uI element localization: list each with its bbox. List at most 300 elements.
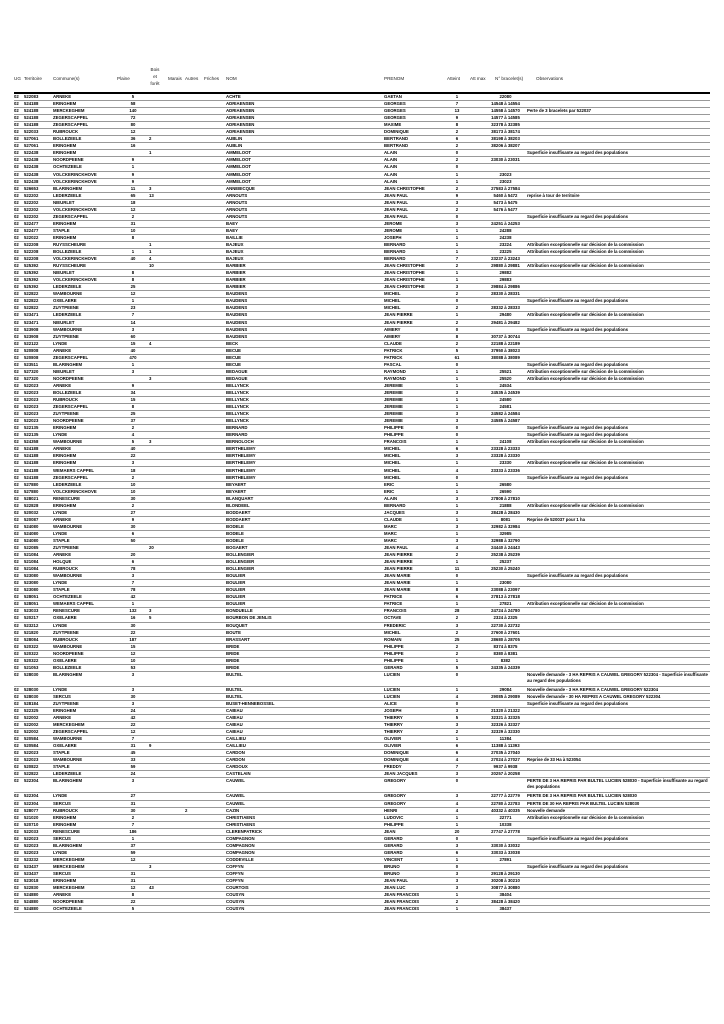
cell-marais [168, 906, 185, 913]
cell-marais [168, 552, 185, 559]
cell-marais [168, 234, 185, 241]
cell-atteint: 3 [448, 870, 466, 877]
cell-prenom: MICHEL [384, 460, 448, 467]
cell-attmax [466, 516, 484, 523]
cell-bois [149, 842, 168, 849]
cell-territoire: 526653 [24, 185, 53, 192]
cell-bois [149, 108, 168, 115]
cell-autres [185, 722, 204, 729]
cell-atteint: 2 [448, 615, 466, 622]
cell-friches [204, 220, 226, 227]
cell-nom: BAJEUX [226, 249, 384, 256]
cell-prenom: GREGORY [384, 793, 448, 800]
cell-plaine: 8 [117, 270, 149, 277]
cell-attmax [466, 122, 484, 129]
cell-bois [149, 573, 168, 580]
cell-plaine: 9 [117, 157, 149, 164]
cell-commune: ARNEKE [53, 382, 117, 389]
cell-autres [185, 481, 204, 488]
cell-atteint: 1 [448, 270, 466, 277]
cell-bracelets: 22080 [484, 94, 527, 101]
cell-friches [204, 453, 226, 460]
cell-autres [185, 842, 204, 849]
cell-nom: ADRIAENSEN [226, 122, 384, 129]
cell-autres [185, 136, 204, 143]
cell-autres [185, 115, 204, 122]
cell-territoire: 522304 [24, 793, 53, 800]
cell-marais [168, 291, 185, 298]
cell-friches [204, 368, 226, 375]
cell-attmax [466, 171, 484, 178]
cell-friches [204, 545, 226, 552]
cell-observations [527, 636, 710, 643]
cell-bracelets: 14548 à 14554 [484, 101, 527, 108]
cell-ug: 02 [14, 566, 24, 573]
cell-prenom: CLAUDE [384, 340, 448, 347]
cell-attmax [466, 432, 484, 439]
cell-prenom: DOMINIQUE [384, 750, 448, 757]
cell-territoire: 522023 [24, 835, 53, 842]
cell-nom: BODELE [226, 523, 384, 530]
header-prenom: PRENOM [384, 76, 405, 81]
cell-territoire: 523437 [24, 863, 53, 870]
cell-marais [168, 516, 185, 523]
cell-atteint: 3 [448, 771, 466, 778]
cell-commune: ERINGHEM [53, 878, 117, 885]
cell-observations [527, 382, 710, 389]
table-row [14, 849, 710, 856]
cell-autres [185, 220, 204, 227]
cell-ug: 02 [14, 537, 24, 544]
spreadsheet-page [14, 60, 710, 913]
cell-observations [527, 906, 710, 913]
cell-commune: OXELAERE [53, 743, 117, 750]
cell-attmax [466, 671, 484, 686]
cell-observations [527, 164, 710, 171]
cell-observations [527, 389, 710, 396]
cell-marais [168, 870, 185, 877]
cell-bois [149, 906, 168, 913]
cell-friches [204, 164, 226, 171]
cell-territoire: 523080 [24, 580, 53, 587]
cell-atteint: 2 [448, 291, 466, 298]
cell-attmax [466, 375, 484, 382]
cell-ug: 02 [14, 361, 24, 368]
cell-atteint: 6 [448, 743, 466, 750]
cell-atteint: 2 [448, 129, 466, 136]
cell-commune: ERINGHEM [53, 502, 117, 509]
cell-atteint: 5 [448, 715, 466, 722]
cell-attmax [466, 136, 484, 143]
cell-friches [204, 263, 226, 270]
cell-ug: 02 [14, 814, 24, 821]
cell-atteint: 1 [448, 439, 466, 446]
cell-friches [204, 552, 226, 559]
cell-attmax [466, 206, 484, 213]
cell-atteint: 3 [448, 453, 466, 460]
cell-prenom: JEROME [384, 220, 448, 227]
cell-nom: BUSET-HENNEBOSSEL [226, 700, 384, 707]
cell-observations [527, 171, 710, 178]
cell-marais [168, 686, 185, 693]
cell-plaine: 31 [117, 743, 149, 750]
cell-atteint: 0 [448, 150, 466, 157]
cell-nom: BARBIER [226, 270, 384, 277]
table-row [14, 382, 710, 389]
cell-friches [204, 594, 226, 601]
table-row [14, 793, 710, 800]
cell-attmax [466, 686, 484, 693]
table-row [14, 580, 710, 587]
cell-commune: BOLLEZEELE [53, 389, 117, 396]
cell-friches [204, 870, 226, 877]
cell-bois [149, 277, 168, 284]
table-row [14, 467, 710, 474]
cell-nom: CABIAU [226, 707, 384, 714]
cell-ug: 02 [14, 354, 24, 361]
cell-bois [149, 537, 168, 544]
cell-territoire: 528051 [24, 601, 53, 608]
cell-territoire: 528184 [24, 700, 53, 707]
cell-bois [149, 793, 168, 800]
cell-prenom: MAXIME [384, 122, 448, 129]
cell-attmax [466, 771, 484, 778]
cell-autres [185, 411, 204, 418]
cell-bracelets: 27600 à 27601 [484, 629, 527, 636]
cell-prenom: JEAN MARIE [384, 573, 448, 580]
cell-prenom: JEAN CHRISTOPHE [384, 277, 448, 284]
cell-marais [168, 185, 185, 192]
cell-nom: CLERENPATRICK [226, 828, 384, 835]
cell-territoire: 522828 [24, 502, 53, 509]
cell-nom: CAILLIEU [226, 743, 384, 750]
cell-marais [168, 764, 185, 771]
cell-nom: COMPAGNON [226, 849, 384, 856]
cell-bois [149, 807, 168, 814]
cell-marais [168, 559, 185, 566]
table-row [14, 608, 710, 615]
cell-marais [168, 523, 185, 530]
cell-attmax [466, 615, 484, 622]
cell-marais [168, 736, 185, 743]
cell-bois [149, 199, 168, 206]
cell-marais [168, 899, 185, 906]
cell-territoire: 522438 [24, 178, 53, 185]
cell-autres [185, 743, 204, 750]
cell-prenom: ALAIN [384, 157, 448, 164]
table-row [14, 537, 710, 544]
cell-atteint: 20 [448, 828, 466, 835]
cell-marais [168, 757, 185, 764]
cell-atteint: 0 [448, 474, 466, 481]
cell-plaine: 1 [117, 601, 149, 608]
cell-atteint: 3 [448, 707, 466, 714]
table-row [14, 481, 710, 488]
cell-bois [149, 878, 168, 885]
cell-ug: 02 [14, 185, 24, 192]
cell-bois [149, 686, 168, 693]
cell-bois [149, 333, 168, 340]
cell-ug: 02 [14, 192, 24, 199]
cell-commune: BOLLEZEELE [53, 249, 117, 256]
cell-plaine: 30 [117, 495, 149, 502]
cell-territoire: 524080 [24, 537, 53, 544]
cell-territoire: 523080 [24, 573, 53, 580]
cell-territoire: 520822 [24, 764, 53, 771]
cell-observations [527, 587, 710, 594]
cell-nom: BODELE [226, 537, 384, 544]
cell-prenom: ALAIN [384, 178, 448, 185]
cell-prenom: PHILIPPE [384, 821, 448, 828]
cell-marais [168, 361, 185, 368]
cell-friches [204, 291, 226, 298]
cell-attmax [466, 319, 484, 326]
cell-commune: WAMBOURNE [53, 757, 117, 764]
cell-plaine: 40 [117, 446, 149, 453]
cell-atteint: 5 [448, 664, 466, 671]
cell-ug: 02 [14, 906, 24, 913]
cell-ug: 02 [14, 481, 24, 488]
cell-bois [149, 354, 168, 361]
cell-ug: 02 [14, 707, 24, 714]
cell-ug: 02 [14, 821, 24, 828]
cell-marais [168, 192, 185, 199]
cell-bracelets: 8081 [484, 516, 527, 523]
cell-atteint: 0 [448, 213, 466, 220]
cell-observations: Perte de 3 bracelets par 522037 [527, 108, 710, 115]
cell-attmax [466, 601, 484, 608]
cell-observations: Attribution exceptionnelle sur décision de la commission [527, 460, 710, 467]
cell-plaine: 25 [117, 411, 149, 418]
cell-attmax [466, 580, 484, 587]
cell-commune: ERINGHEM [53, 821, 117, 828]
cell-bois [149, 715, 168, 722]
cell-ug: 02 [14, 573, 24, 580]
cell-observations [527, 878, 710, 885]
table-row [14, 227, 710, 234]
cell-ug: 02 [14, 199, 24, 206]
cell-bracelets: 25238 à 25239 [484, 552, 527, 559]
cell-plaine: 1 [117, 249, 149, 256]
cell-nom: BRASSART [226, 636, 384, 643]
cell-bois [149, 291, 168, 298]
cell-autres [185, 150, 204, 157]
cell-attmax [466, 157, 484, 164]
table-row [14, 213, 710, 220]
cell-bracelets: 2324 à 2325 [484, 615, 527, 622]
cell-attmax [466, 178, 484, 185]
table-row [14, 270, 710, 277]
cell-plaine: 470 [117, 354, 149, 361]
cell-prenom: MARC [384, 530, 448, 537]
cell-atteint: 1 [448, 178, 466, 185]
cell-ug: 02 [14, 856, 24, 863]
cell-atteint: 0 [448, 326, 466, 333]
cell-bracelets: 38404 [484, 892, 527, 899]
cell-prenom: PHILIPPE [384, 432, 448, 439]
header-observations: Observations [536, 76, 564, 81]
cell-prenom: JEREMIE [384, 389, 448, 396]
cell-friches [204, 764, 226, 771]
cell-bois [149, 622, 168, 629]
cell-attmax [466, 643, 484, 650]
cell-ug: 02 [14, 849, 24, 856]
cell-territoire: 522325 [24, 707, 53, 714]
cell-commune: BOLLEZEELE [53, 664, 117, 671]
cell-ug: 02 [14, 863, 24, 870]
table-row [14, 671, 710, 686]
cell-observations [527, 199, 710, 206]
cell-ug: 02 [14, 101, 24, 108]
cell-attmax [466, 389, 484, 396]
cell-atteint: 1 [448, 906, 466, 913]
cell-observations [527, 446, 710, 453]
cell-territoire: 524880 [24, 899, 53, 906]
cell-commune: ZEGERSCAPPEL [53, 213, 117, 220]
cell-observations [527, 552, 710, 559]
cell-observations [527, 657, 710, 664]
cell-friches [204, 771, 226, 778]
cell-observations [527, 559, 710, 566]
cell-plaine: 11 [117, 185, 149, 192]
cell-friches [204, 305, 226, 312]
cell-observations: Nouvelle demande [527, 807, 710, 814]
cell-observations [527, 122, 710, 129]
cell-autres [185, 291, 204, 298]
cell-bracelets: 29880 à 29881 [484, 263, 527, 270]
cell-autres [185, 664, 204, 671]
cell-territoire: 521084 [24, 566, 53, 573]
cell-bracelets: 23328 à 23333 [484, 446, 527, 453]
cell-nom: BAEY [226, 227, 384, 234]
cell-ug: 02 [14, 750, 24, 757]
cell-friches [204, 136, 226, 143]
cell-plaine: 2 [117, 474, 149, 481]
cell-bois [149, 509, 168, 516]
cell-ug: 02 [14, 899, 24, 906]
cell-bracelets: 23023 [484, 178, 527, 185]
cell-attmax [466, 764, 484, 771]
cell-prenom: BERNARD [384, 249, 448, 256]
table-row [14, 878, 710, 885]
cell-ug: 02 [14, 220, 24, 227]
cell-autres [185, 700, 204, 707]
cell-friches [204, 899, 226, 906]
cell-prenom: ERIC [384, 481, 448, 488]
cell-bracelets: 5476 à 5477 [484, 206, 527, 213]
cell-plaine [117, 375, 149, 382]
cell-bracelets: 24440 à 24443 [484, 545, 527, 552]
cell-autres [185, 284, 204, 291]
cell-prenom: LUCIEN [384, 693, 448, 700]
cell-commune: OXELAERE [53, 657, 117, 664]
cell-plaine: 12 [117, 856, 149, 863]
cell-commune: RENESCURE [53, 828, 117, 835]
cell-commune: VOLCKERINCKHOVE [53, 277, 117, 284]
cell-bois: 4 [149, 340, 168, 347]
cell-prenom: JEAN PIERRE [384, 312, 448, 319]
cell-prenom: RAYMOND [384, 368, 448, 375]
cell-plaine: 9 [117, 516, 149, 523]
cell-plaine [117, 263, 149, 270]
cell-commune: VOLCKERINCKHOVE [53, 488, 117, 495]
cell-plaine: 22 [117, 453, 149, 460]
cell-observations [527, 885, 710, 892]
cell-friches [204, 664, 226, 671]
cell-bracelets [484, 432, 527, 439]
cell-plaine: 2 [117, 213, 149, 220]
cell-territoire: 524080 [24, 530, 53, 537]
cell-commune: ARNEKE [53, 446, 117, 453]
cell-commune: WAMBOURNE [53, 291, 117, 298]
cell-prenom: BERNARD [384, 256, 448, 263]
table-row [14, 821, 710, 828]
cell-attmax [466, 249, 484, 256]
cell-territoire: 522023 [24, 382, 53, 389]
table-row [14, 700, 710, 707]
cell-commune: ERINGHEM [53, 220, 117, 227]
cell-plaine: 3 [117, 686, 149, 693]
cell-nom: BELLYNCK [226, 404, 384, 411]
cell-prenom: JEREMIE [384, 382, 448, 389]
cell-attmax [466, 566, 484, 573]
cell-autres [185, 502, 204, 509]
cell-attmax [466, 129, 484, 136]
cell-bois [149, 736, 168, 743]
cell-ug: 02 [14, 446, 24, 453]
cell-prenom: JEREMIE [384, 404, 448, 411]
cell-nom: BOLLENGIER [226, 559, 384, 566]
cell-nom: CAUWEL [226, 778, 384, 793]
cell-autres [185, 425, 204, 432]
cell-friches [204, 361, 226, 368]
cell-marais [168, 249, 185, 256]
cell-atteint: 0 [448, 432, 466, 439]
cell-bracelets: 28428 à 28430 [484, 509, 527, 516]
table-row [14, 439, 710, 446]
cell-observations [527, 488, 710, 495]
header-communes: Commune(s) [53, 76, 80, 81]
cell-friches [204, 906, 226, 913]
cell-ug: 02 [14, 411, 24, 418]
cell-commune: ZUYTPEENE [53, 333, 117, 340]
table-row [14, 743, 710, 750]
cell-plaine: 78 [117, 587, 149, 594]
cell-atteint: 2 [448, 340, 466, 347]
cell-bois: 3 [149, 439, 168, 446]
cell-atteint: 3 [448, 418, 466, 425]
cell-commune: NIEURLET [53, 199, 117, 206]
cell-observations [527, 305, 710, 312]
cell-autres [185, 404, 204, 411]
cell-atteint: 7 [448, 101, 466, 108]
cell-bracelets [484, 835, 527, 842]
cell-bracelets: 38173 à 38174 [484, 129, 527, 136]
cell-territoire: 521020 [24, 814, 53, 821]
cell-marais [168, 347, 185, 354]
cell-attmax [466, 573, 484, 580]
cell-atteint: 4 [448, 757, 466, 764]
cell-marais [168, 460, 185, 467]
cell-marais [168, 418, 185, 425]
cell-ug: 02 [14, 828, 24, 835]
cell-observations [527, 467, 710, 474]
cell-bois [149, 516, 168, 523]
table-row [14, 171, 710, 178]
table-row [14, 432, 710, 439]
cell-bracelets: 22777 à 22779 [484, 793, 527, 800]
cell-attmax [466, 892, 484, 899]
